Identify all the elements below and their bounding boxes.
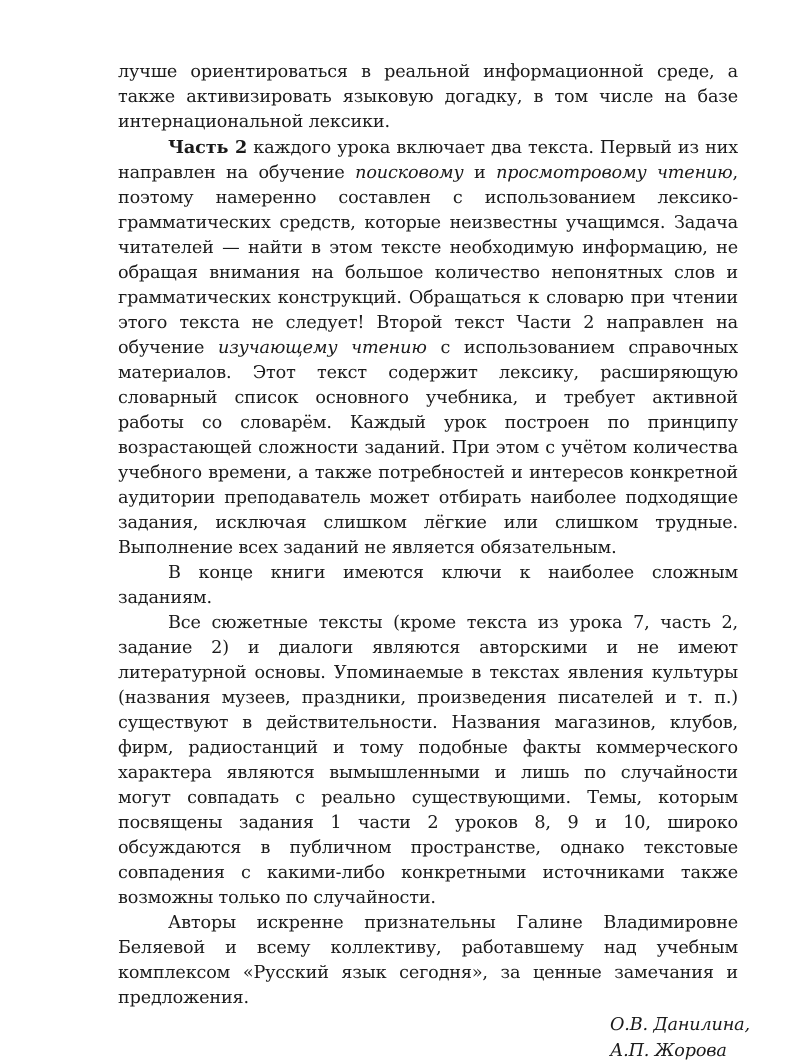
italic-text: поисковому xyxy=(355,163,464,183)
text-run: каждого урока включает два текста. Первый из них направлен на обучение xyxy=(118,138,738,183)
authors-signature xyxy=(118,1012,750,1064)
text-run: лучше ориентироваться в реальной информационной среде, а также активизировать языковую догадку, в том числе на базе интернациональной лексики. xyxy=(118,62,738,132)
bold-text: Часть 2 xyxy=(168,137,248,158)
italic-text: изучающему чтению xyxy=(218,338,427,358)
paragraph xyxy=(118,135,738,561)
text-run: и xyxy=(463,163,497,183)
author-2: А.П. Жорова xyxy=(610,1041,727,1061)
document-page xyxy=(118,60,750,1064)
paragraph xyxy=(118,911,738,1011)
text-run: , поэтому намеренно составлен с использованием лексико-грамматических средств, которые неизвестны учащимся. Задача читателей — найти в этом тексте необходимую информацию, не обращая внимания на большое количество непонятных слов и грамматических конструкций. Обращаться к словарю при чтении этого текста не следует! Второй текст Части 2 направлен на обучение xyxy=(118,163,738,358)
text-run: Все сюжетные тексты (кроме текста из урока 7, часть 2, задание 2) и диалоги являются авторскими и не имеют литературной основы. Упоминаемые в текстах явления культуры (названия музеев, праздники, произведения писателей и т. п.) существуют в действительности. Названия магазинов, клубов, фирм, радиостанций и тому подобные факты коммерческого характера являются вымышленными и лишь по случайности могут совпадать с реально существующими. Темы, которым посвящены задания 1 части 2 уроков 8, 9 и 10, широко обсуждаются в публичном пространстве, однако текстовые совпадения с какими-либо конкретными источниками также возможны только по случайности. xyxy=(118,613,738,908)
text-run: В конце книги имеются ключи к наиболее сложным заданиям. xyxy=(118,563,738,608)
author-1: О.В. Данилина, xyxy=(610,1015,750,1035)
paragraph xyxy=(118,60,738,135)
document-body xyxy=(118,60,738,1011)
text-run: Авторы искренне признательны Галине Владимировне Беляевой и всему коллективу, работавшему над учебным комплексом «Русский язык сегодня», за ценные замечания и предложения. xyxy=(118,913,738,1008)
italic-text: просмотровому чтению xyxy=(496,163,733,183)
text-run: с использованием справочных материалов. Этот текст содержит лексику, расширяющую словарный список основного учебника, и требует активной работы со словарём. Каждый урок построен по принципу возрастающей сложности заданий. При этом с учётом количества учебного времени, а также потребностей и интересов конкретной аудитории преподаватель может отбирать наиболее подходящие задания, исключая слишком лёгкие или слишком трудные. Выполнение всех заданий не является обязательным. xyxy=(118,338,738,558)
paragraph xyxy=(118,561,738,611)
paragraph xyxy=(118,611,738,911)
